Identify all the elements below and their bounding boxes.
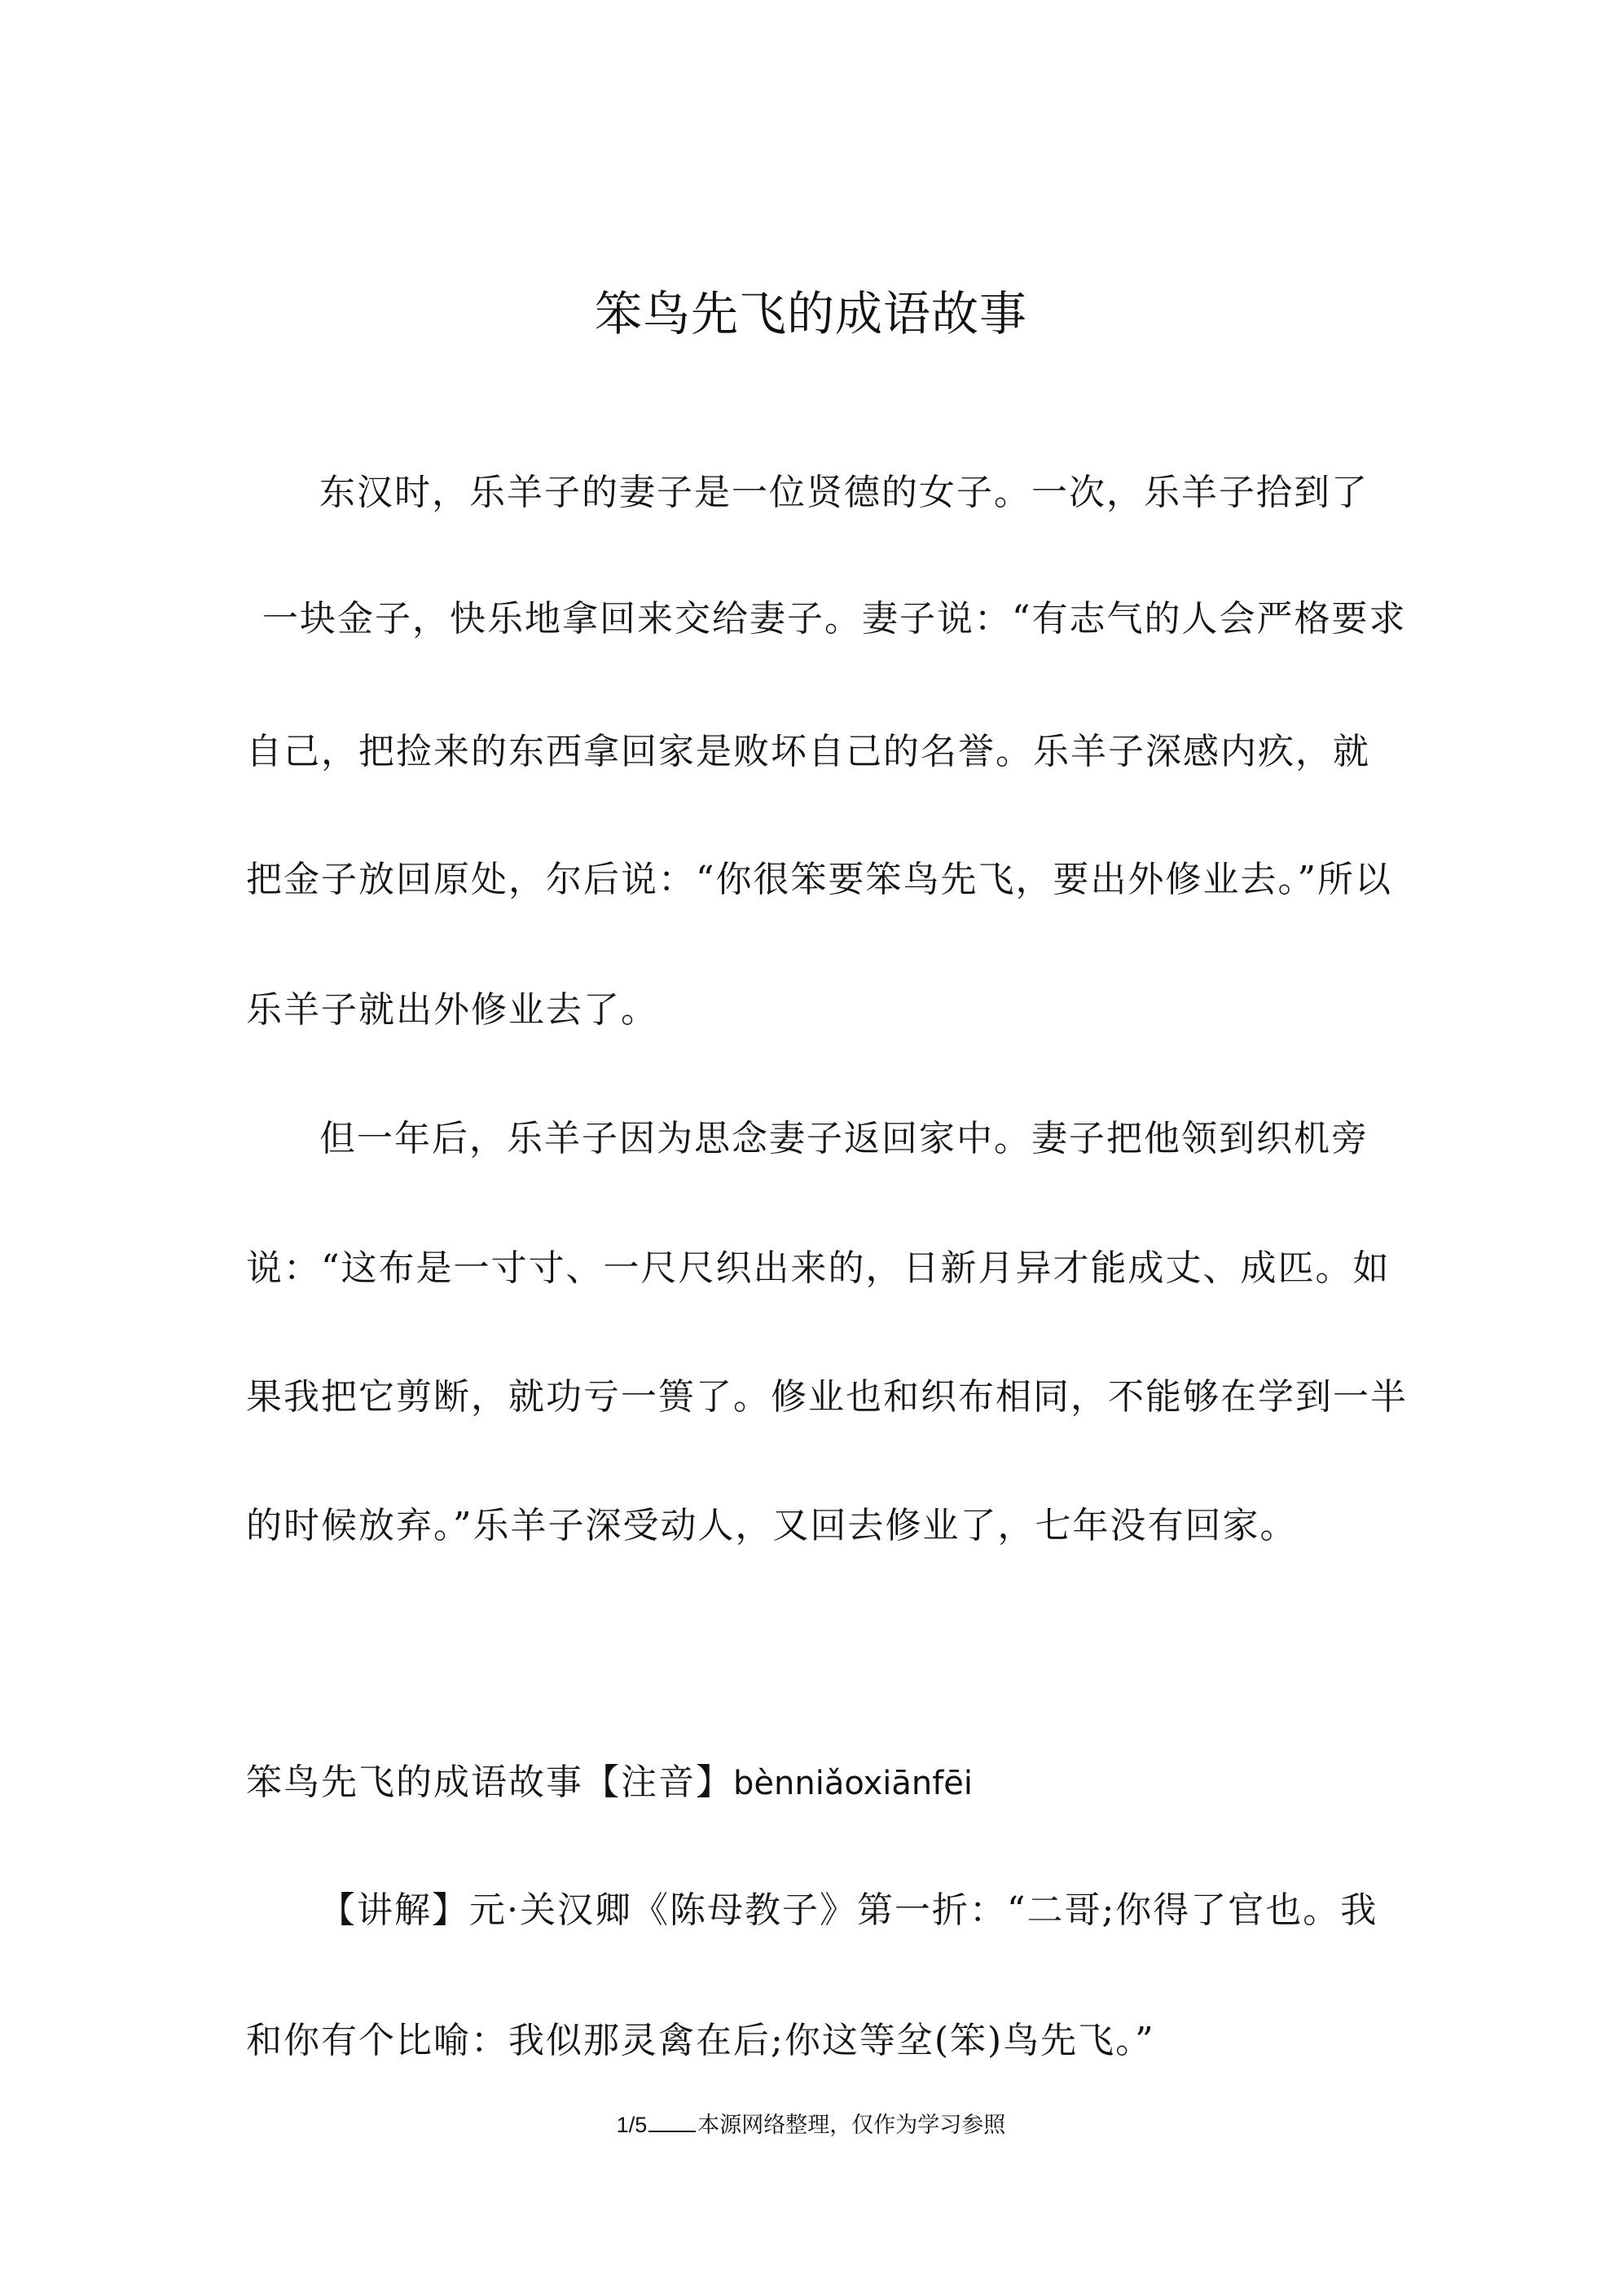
document-title: 笨鸟先飞的成语故事	[594, 286, 1027, 341]
pronunciation-label: 笨鸟先飞的成语故事【注音】	[246, 1762, 733, 1803]
paragraph-line: 果我把它剪断，就功亏一篑了。修业也和织布相同，不能够在学到一半	[246, 1376, 1408, 1418]
pinyin-text: bènniǎoxiānfēi	[733, 1765, 974, 1802]
paragraph-line: 东汉时，乐羊子的妻子是一位贤德的女子。一次，乐羊子拾到了	[319, 472, 1369, 513]
paragraph-line: 乐羊子就出外修业去了。	[246, 989, 658, 1031]
pronunciation-line	[246, 1758, 973, 1808]
paragraph-line: 自己，把捡来的东西拿回家是败坏自己的名誉。乐羊子深感内疚，就	[246, 731, 1370, 772]
page-footer	[0, 2110, 1622, 2140]
paragraph-line: 但一年后，乐羊子因为思念妻子返回家中。妻子把他领到织机旁	[319, 1118, 1369, 1159]
paragraph-line: 把金子放回原处，尔后说：“你很笨要笨鸟先飞，要出外修业去。”所以	[246, 859, 1392, 900]
explanation-line: 【讲解】元·关汉卿《陈母教子》第一折：“二哥;你得了官也。我	[319, 1889, 1378, 1931]
explanation-line: 和你有个比喻：我似那灵禽在后;你这等坌(笨)鸟先飞。”	[246, 2020, 1155, 2061]
page-number: 1/5	[616, 2113, 648, 2137]
paragraph-line: 的时候放弃。”乐羊子深受动人，又回去修业了，七年没有回家。	[246, 1505, 1298, 1546]
footer-note: 本源网络整理，仅作为学习参照	[697, 2113, 1006, 2138]
underline-blank	[648, 2113, 696, 2132]
paragraph-line: 一块金子，快乐地拿回来交给妻子。妻子说：“有志气的人会严格要求	[262, 598, 1407, 640]
paragraph-line: 说：“这布是一寸寸、一尺尺织出来的，日新月异才能成丈、成匹。如	[246, 1247, 1391, 1289]
